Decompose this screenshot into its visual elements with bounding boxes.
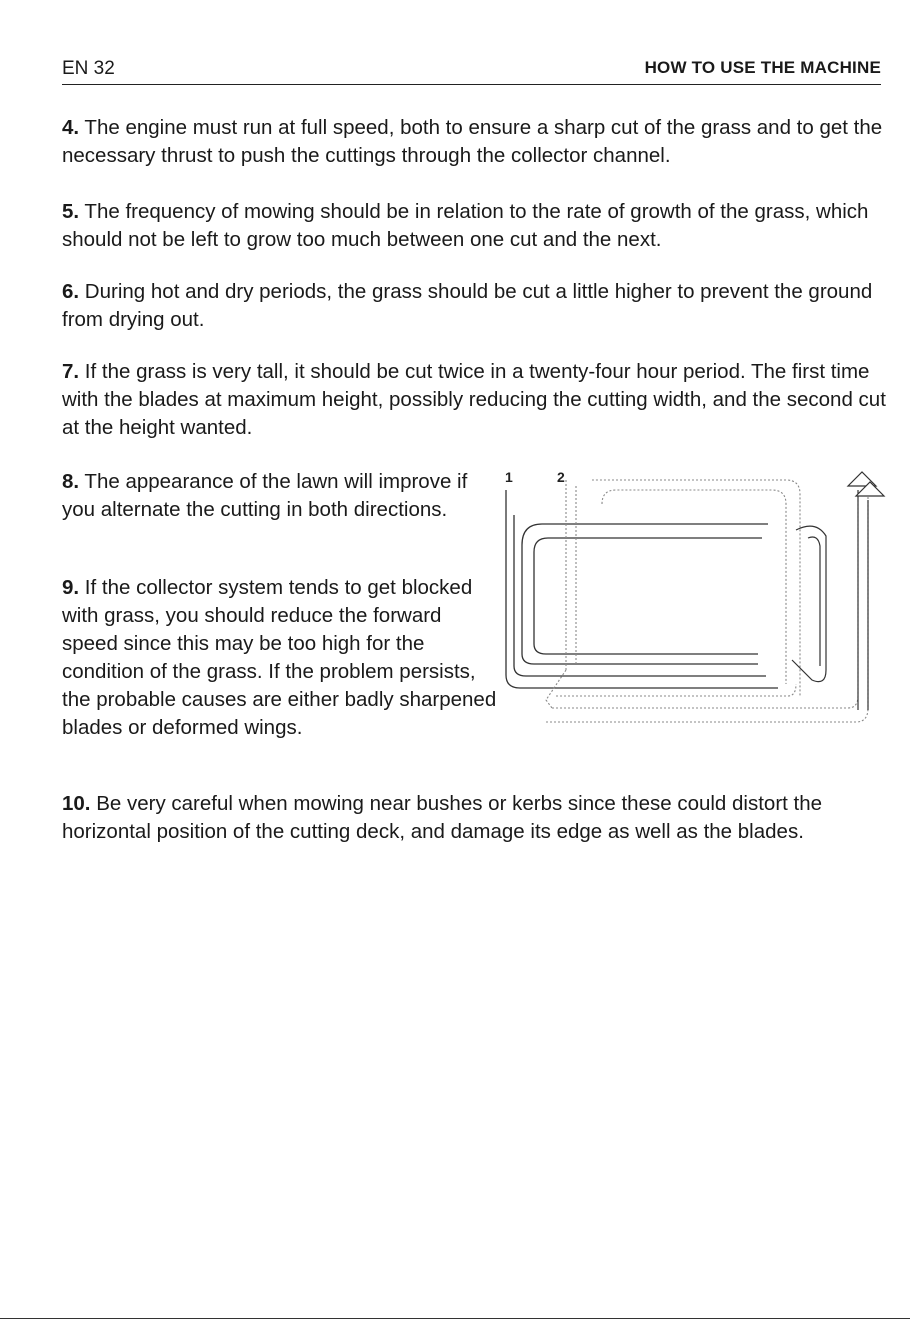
path-1-inner [522,545,758,664]
paragraph-10 [62,790,892,846]
paragraph-text: The engine must run at full speed, both to ensure a sharp cut of the grass and to get the necessary thrust to push the cuttings through the collector channel. [62,116,883,167]
paragraph-number: 4. [62,116,80,139]
paragraph-text: The appearance of the lawn will improve if you alternate the cutting in both directions. [62,470,468,521]
path-1-top-1 [522,524,768,545]
mowing-pattern-diagram [496,460,886,760]
paragraph-9 [62,574,502,742]
paragraph-text: The frequency of mowing should be in relation to the rate of growth of the grass, which should not be left to grow too much between one cut and the next. [62,200,869,251]
path-1-outer [506,490,778,688]
path-1-inner-2 [534,552,758,654]
paragraph-8 [62,468,502,524]
right-loop-1 [792,526,826,681]
paragraph-number: 5. [62,200,80,223]
diagram-label-2: 2 [557,469,565,485]
paragraph-text: If the grass is very tall, it should be cut twice in a twenty-four hour period. The first time with the blades at maximum height, possibly reducing the cutting width, and the second cut at the height wanted. [62,360,886,439]
diagram-label-1: 1 [505,469,513,485]
paragraph-text: If the collector system tends to get blocked with grass, you should reduce the forward speed since this may be too high for the condition of the grass. If the problem persists, the probable causes are either badly sharpened blades or deformed wings. [62,576,497,739]
path-2-ring [602,490,786,684]
path-1-mid [514,515,766,676]
section-title: HOW TO USE THE MACHINE [644,58,881,77]
paragraph-number: 10. [62,792,91,815]
paragraph-number: 7. [62,360,80,383]
paragraph-number: 8. [62,470,80,493]
paragraph-7 [62,358,892,442]
paragraph-6 [62,278,892,334]
page-edge-rule [0,1318,910,1319]
page-header [62,58,881,85]
paragraph-5 [62,198,892,254]
path-1-top-2 [534,538,762,552]
page-number: EN 32 [62,58,115,79]
paragraph-number: 6. [62,280,80,303]
paragraph-number: 9. [62,576,80,599]
path-2-return [556,684,796,696]
right-loop-2 [808,537,820,666]
paragraph-4 [62,114,892,170]
paragraph-text: Be very careful when mowing near bushes or kerbs since these could distort the horizontal position of the cutting deck, and damage its edge as well as the blades. [62,792,823,843]
paragraph-text: During hot and dry periods, the grass should be cut a little higher to prevent the ground from drying out. [62,280,873,331]
